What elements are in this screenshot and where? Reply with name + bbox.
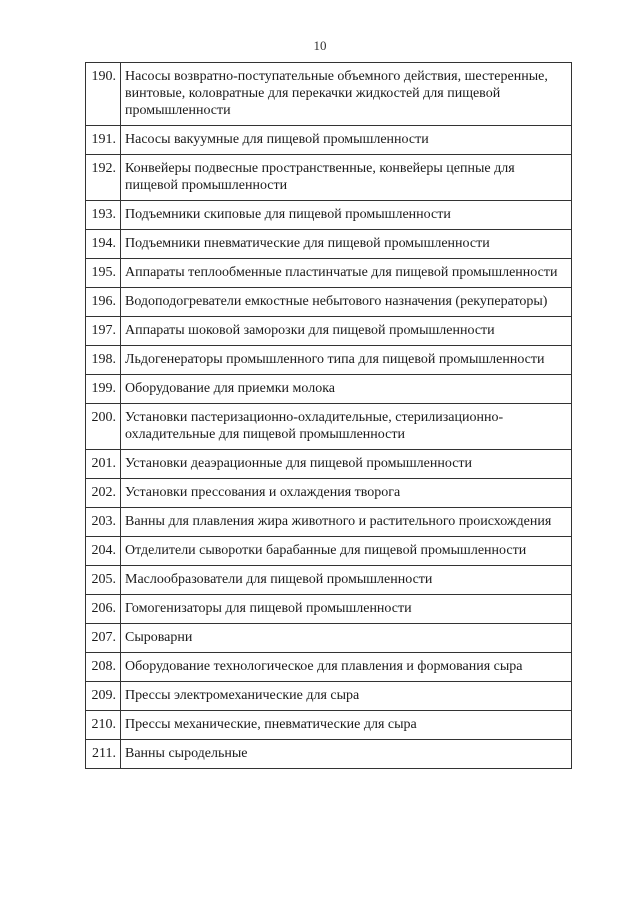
row-description: Аппараты шоковой заморозки для пищевой промышленности bbox=[121, 317, 572, 346]
row-description: Установки пастеризационно-охладительные, стерилизационно-охладительные для пищевой промышленности bbox=[121, 404, 572, 450]
row-number: 211. bbox=[86, 740, 121, 769]
row-description: Подъемники пневматические для пищевой промышленности bbox=[121, 230, 572, 259]
row-description: Прессы электромеханические для сыра bbox=[121, 682, 572, 711]
table-row bbox=[86, 537, 572, 566]
row-number: 195. bbox=[86, 259, 121, 288]
row-number: 204. bbox=[86, 537, 121, 566]
row-number: 201. bbox=[86, 450, 121, 479]
row-description: Оборудование для приемки молока bbox=[121, 375, 572, 404]
row-number: 194. bbox=[86, 230, 121, 259]
table-row bbox=[86, 711, 572, 740]
row-number: 199. bbox=[86, 375, 121, 404]
table-row bbox=[86, 740, 572, 769]
row-description: Маслообразователи для пищевой промышленности bbox=[121, 566, 572, 595]
row-number: 207. bbox=[86, 624, 121, 653]
row-number: 202. bbox=[86, 479, 121, 508]
table-row bbox=[86, 566, 572, 595]
table-row bbox=[86, 624, 572, 653]
row-description: Сыроварни bbox=[121, 624, 572, 653]
row-number: 198. bbox=[86, 346, 121, 375]
row-number: 197. bbox=[86, 317, 121, 346]
table-row bbox=[86, 450, 572, 479]
table-row bbox=[86, 479, 572, 508]
row-description: Отделители сыворотки барабанные для пищевой промышленности bbox=[121, 537, 572, 566]
row-description: Конвейеры подвесные пространственные, конвейеры цепные для пищевой промышленности bbox=[121, 155, 572, 201]
row-description: Водоподогреватели емкостные небытового назначения (рекуператоры) bbox=[121, 288, 572, 317]
row-description: Насосы возвратно-поступательные объемного действия, шестеренные, винтовые, коловратные для перекачки жидкостей для пищевой промышленности bbox=[121, 63, 572, 126]
row-number: 192. bbox=[86, 155, 121, 201]
row-description: Прессы механические, пневматические для сыра bbox=[121, 711, 572, 740]
table-row bbox=[86, 230, 572, 259]
table-row bbox=[86, 404, 572, 450]
table-row bbox=[86, 508, 572, 537]
table-row bbox=[86, 346, 572, 375]
row-description: Ванны для плавления жира животного и растительного происхождения bbox=[121, 508, 572, 537]
table-row bbox=[86, 595, 572, 624]
table-row bbox=[86, 126, 572, 155]
row-number: 191. bbox=[86, 126, 121, 155]
table-row bbox=[86, 63, 572, 126]
row-number: 190. bbox=[86, 63, 121, 126]
row-description: Льдогенераторы промышленного типа для пищевой промышленности bbox=[121, 346, 572, 375]
row-description: Установки деаэрационные для пищевой промышленности bbox=[121, 450, 572, 479]
row-description: Подъемники скиповые для пищевой промышленности bbox=[121, 201, 572, 230]
row-number: 203. bbox=[86, 508, 121, 537]
row-number: 209. bbox=[86, 682, 121, 711]
table-row bbox=[86, 682, 572, 711]
row-description: Насосы вакуумные для пищевой промышленности bbox=[121, 126, 572, 155]
row-number: 210. bbox=[86, 711, 121, 740]
table-row bbox=[86, 317, 572, 346]
row-description: Аппараты теплообменные пластинчатые для пищевой промышленности bbox=[121, 259, 572, 288]
row-number: 206. bbox=[86, 595, 121, 624]
equipment-table bbox=[85, 62, 572, 769]
table-row bbox=[86, 288, 572, 317]
row-number: 205. bbox=[86, 566, 121, 595]
table-row bbox=[86, 375, 572, 404]
table-row bbox=[86, 201, 572, 230]
equipment-table-body bbox=[86, 63, 572, 769]
row-description: Ванны сыродельные bbox=[121, 740, 572, 769]
page-number: 10 bbox=[313, 38, 327, 53]
row-number: 208. bbox=[86, 653, 121, 682]
table-row bbox=[86, 653, 572, 682]
row-description: Оборудование технологическое для плавления и формования сыра bbox=[121, 653, 572, 682]
row-description: Гомогенизаторы для пищевой промышленности bbox=[121, 595, 572, 624]
table-row bbox=[86, 259, 572, 288]
row-number: 200. bbox=[86, 404, 121, 450]
row-number: 196. bbox=[86, 288, 121, 317]
row-description: Установки прессования и охлаждения творога bbox=[121, 479, 572, 508]
table-row bbox=[86, 155, 572, 201]
row-number: 193. bbox=[86, 201, 121, 230]
